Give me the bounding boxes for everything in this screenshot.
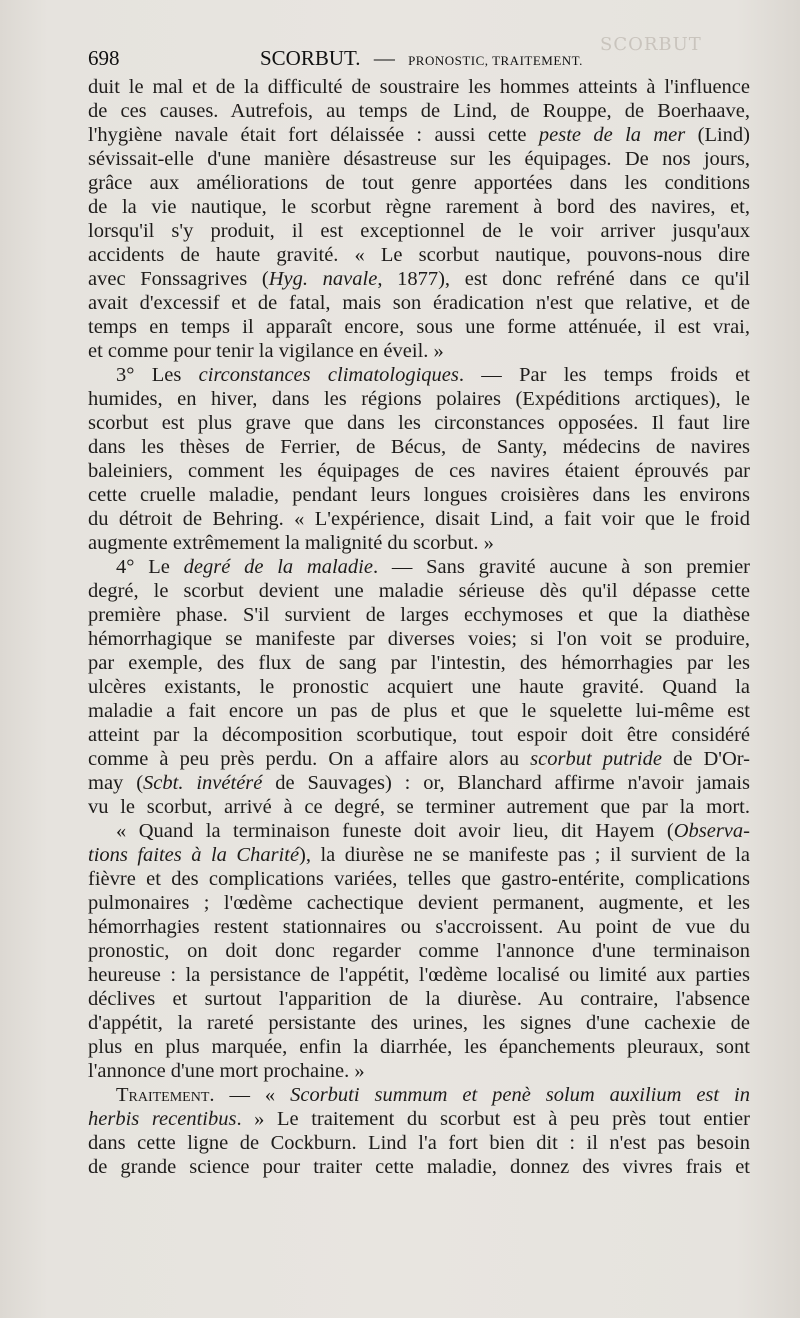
line-segment: l'hygiène navale était fort délaissée : aussi cette <box>88 124 539 146</box>
text-line <box>88 458 750 485</box>
line-segment-italic: scorbut putride <box>530 748 662 770</box>
text-line <box>88 722 750 749</box>
text-line <box>88 1010 750 1037</box>
text-line <box>88 1034 750 1061</box>
line-segment: dans cette ligne de Cockburn. Lind l'a fort bien dit : il n'est pas besoin <box>88 1132 750 1154</box>
text-line <box>88 146 750 173</box>
line-segment: grâce aux améliorations de tout genre apportées dans les conditions <box>88 172 750 194</box>
text-line <box>88 410 750 437</box>
text-line <box>88 626 750 653</box>
text-line <box>88 290 750 317</box>
line-segment: comme à peu près perdu. On a affaire alors au <box>88 748 531 770</box>
text-line <box>88 962 750 989</box>
running-title-separator: — <box>373 46 395 70</box>
line-segment: pronostic, on doit donc regarder comme l'annonce d'une terminaison <box>88 940 750 962</box>
line-segment-italic: degré de la maladie <box>183 556 373 578</box>
text-line <box>88 770 750 797</box>
line-segment: . — Sans gravité aucune à son premier <box>372 556 751 578</box>
line-segment: « Quand la terminaison funeste doit avoir lieu, dit Hayem ( <box>116 820 674 842</box>
text-line <box>88 314 750 341</box>
running-header <box>88 46 748 76</box>
text-line <box>88 938 750 965</box>
text-line <box>88 554 750 581</box>
line-segment: cette cruelle maladie, pendant leurs longues croisières dans les environs <box>88 484 750 506</box>
text-line <box>88 818 750 845</box>
line-segment-italic: herbis recentibus <box>88 1108 237 1130</box>
line-segment: de grande science pour traiter cette maladie, donnez des vivres frais et <box>88 1156 750 1178</box>
line-segment: du détroit de Behring. « L'expérience, disait Lind, a fait voir que le froid <box>88 508 750 530</box>
text-line <box>88 362 750 389</box>
text-line <box>88 602 750 629</box>
line-segment-italic: Scorbuti summum et penè solum auxilium est in <box>290 1084 750 1106</box>
text-line <box>88 530 750 557</box>
running-title-main: SCORBUT. <box>260 46 361 70</box>
text-line <box>88 914 750 941</box>
line-segment: ulcères existants, le pronostic acquiert une haute gravité. Quand la <box>88 676 750 698</box>
line-segment: 4° Le <box>116 556 184 578</box>
running-title-subtitle: PRONOSTIC, TRAITEMENT. <box>408 53 583 68</box>
line-segment-italic: peste de la mer <box>538 124 686 146</box>
text-line <box>88 170 750 197</box>
line-segment-italic: Observa- <box>673 820 750 842</box>
line-segment: temps en temps il apparaît encore, sous une forme atténuée, il est vrai, <box>88 316 750 338</box>
line-segment: may ( <box>88 772 144 794</box>
text-line <box>88 482 750 509</box>
line-segment: sévissait-elle d'une manière désastreuse sur les équipages. De nos jours, <box>88 148 750 170</box>
line-segment: baleiniers, comment les équipages de ces navires étaient éprouvés par <box>88 460 750 482</box>
line-segment: maladie a fait encore un pas de plus et que le squelette lui-même est <box>88 700 750 722</box>
line-segment: hémorrhagique se manifeste par diverses voies; si l'on voit se produire, <box>88 628 750 650</box>
text-line <box>88 650 750 677</box>
line-segment-italic: Hyg. navale <box>268 268 378 290</box>
line-segment: pulmonaires ; l'œdème cachectique devient permanent, augmente, et les <box>88 892 750 914</box>
text-line <box>88 98 750 125</box>
line-segment: déclives et surtout l'apparition de la diurèse. Au contraire, l'absence <box>88 988 750 1010</box>
text-line <box>88 194 750 221</box>
line-segment: accidents de haute gravité. « Le scorbut nautique, pouvons-nous dire <box>88 244 750 266</box>
line-segment: . — Par les temps froids et <box>458 364 750 386</box>
text-line <box>88 434 750 461</box>
text-line <box>88 386 750 413</box>
line-segment: fièvre et des complications variées, telles que gastro-entérite, complications <box>88 868 750 890</box>
line-segment: par exemple, des flux de sang par l'intestin, des hémorrhagies par les <box>88 652 750 674</box>
line-segment: vu le scorbut, arrivé à ce degré, se terminer autrement que par la mort. <box>88 796 750 818</box>
line-segment: et comme pour tenir la vigilance en éveil. » <box>88 340 444 362</box>
text-line <box>88 746 750 773</box>
text-line <box>88 794 750 821</box>
text-line <box>88 578 750 605</box>
line-segment-italic: circonstances climatologiques <box>198 364 459 386</box>
text-line <box>88 890 750 917</box>
line-segment: humides, en hiver, dans les régions polaires (Expéditions arctiques), le <box>88 388 750 410</box>
line-segment: de Sauvages) : or, Blanchard affirme n'avoir jamais <box>262 772 751 794</box>
text-line <box>88 242 750 269</box>
line-segment: première phase. S'il survient de larges ecchymoses et que la diathèse <box>88 604 750 626</box>
line-segment: degré, le scorbut devient une maladie sérieuse dès qu'il dépasse cette <box>88 580 750 602</box>
text-line <box>88 506 750 533</box>
text-line <box>88 866 750 893</box>
text-line <box>88 1154 750 1181</box>
line-segment: de ces causes. Autrefois, au temps de Lind, de Rouppe, de Boerhaave, <box>88 100 750 122</box>
line-segment: — « <box>214 1084 291 1106</box>
line-segment: scorbut est plus grave que dans les circonstances opposées. Il faut lire <box>88 412 750 434</box>
line-segment: atteint par la décomposition scorbutique, tout espoir doit être considéré <box>88 724 750 746</box>
line-segment: l'annonce d'une mort prochaine. » <box>88 1060 365 1082</box>
page-number: 698 <box>88 46 120 70</box>
text-line <box>88 338 750 365</box>
line-segment: dans les thèses de Ferrier, de Bécus, de Santy, médecins de navires <box>88 436 750 458</box>
text-line <box>88 1058 750 1085</box>
text-line <box>88 674 750 701</box>
text-line <box>88 842 750 869</box>
line-segment: avait d'excessif et de fatal, mais son éradication n'est que relative, et de <box>88 292 750 314</box>
line-segment: 3° Les <box>116 364 199 386</box>
line-segment: hémorrhagies restent stationnaires ou s'accroissent. Au point de vue du <box>88 916 750 938</box>
bleed-through-text: SCORBUT <box>600 34 702 55</box>
line-segment: lorsqu'il s'y produit, il est exceptionnel de le voir arriver jusqu'aux <box>88 220 750 242</box>
running-title <box>260 46 583 71</box>
line-segment: heureuse : la persistance de l'appétit, l'œdème localisé ou limité aux parties <box>88 964 750 986</box>
line-segment-italic: Scbt. invétéré <box>143 772 263 794</box>
text-line <box>88 266 750 293</box>
line-segment: . » Le traitement du scorbut est à peu près tout entier <box>236 1108 750 1130</box>
text-line <box>88 122 750 149</box>
text-line <box>88 1082 750 1109</box>
text-line <box>88 218 750 245</box>
line-segment: augmente extrêmement la malignité du scorbut. » <box>88 532 494 554</box>
line-segment: , 1877), est donc refréné dans ce qu'il <box>377 268 750 290</box>
line-segment: (Lind) <box>685 124 750 146</box>
line-segment: de la vie nautique, le scorbut règne rarement à bord des navires, et, <box>88 196 750 218</box>
line-segment: ), la diurèse ne se manifeste pas ; il survient de la <box>299 844 750 866</box>
text-line <box>88 698 750 725</box>
text-line <box>88 1130 750 1157</box>
line-segment: de D'Or- <box>661 748 750 770</box>
text-line <box>88 1106 750 1133</box>
line-segment: d'appétit, la rareté persistante des urines, les signes d'une cachexie de <box>88 1012 750 1034</box>
line-segment-italic: tions faites à la Charité <box>88 844 300 866</box>
section-heading-traitement: Traitement. <box>116 1084 215 1106</box>
line-segment: avec Fonssagrives ( <box>88 268 269 290</box>
line-segment: duit le mal et de la difficulté de soustraire les hommes atteints à l'influence <box>88 76 750 98</box>
text-line <box>88 986 750 1013</box>
text-line <box>88 74 750 101</box>
line-segment: plus en plus marquée, enfin la diarrhée, les épanchements pleuraux, sont <box>88 1036 750 1058</box>
